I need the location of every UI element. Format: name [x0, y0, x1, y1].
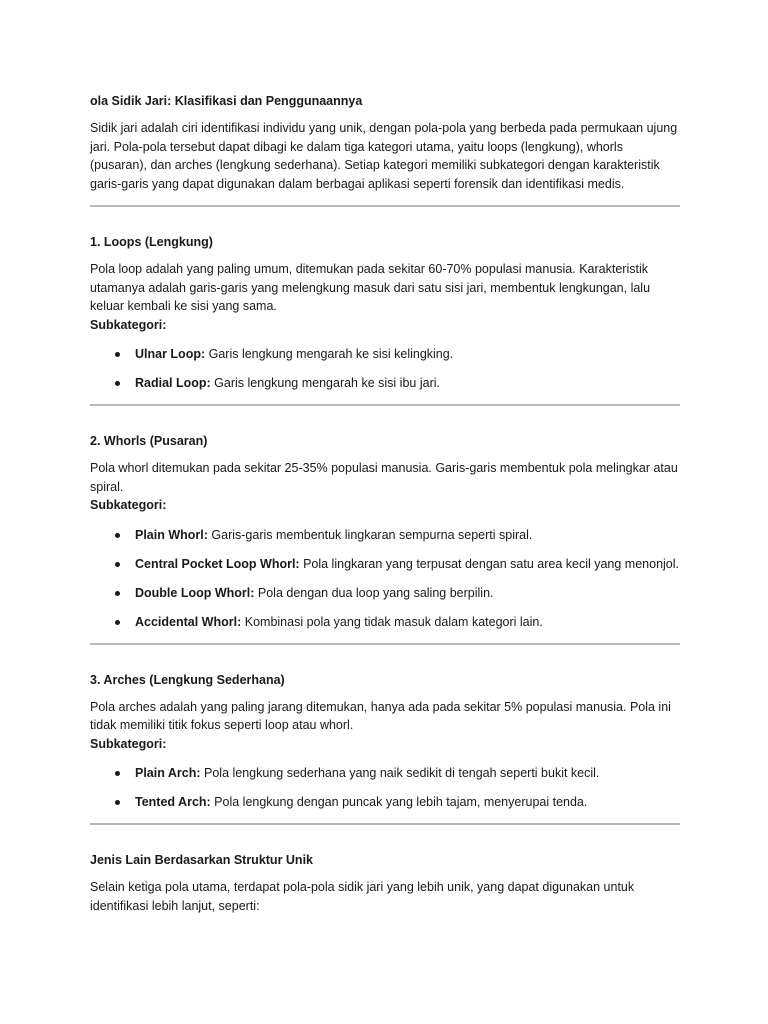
whorls-subcategory-list — [90, 526, 680, 631]
section-loops — [90, 233, 680, 406]
section-whorls — [90, 432, 680, 645]
loops-subcategory-label: Subkategori: — [90, 317, 167, 332]
list-item — [90, 584, 680, 602]
subcategory-description: Garis-garis membentuk lingkaran sempurna seperti spiral. — [207, 527, 533, 542]
subcategory-term: Plain Whorl: — [135, 527, 208, 542]
subcategory-description: Kombinasi pola yang tidak masuk dalam kategori lain. — [241, 614, 543, 629]
whorls-description: Pola whorl ditemukan pada sekitar 25-35% populasi manusia. Garis-garis membentuk pola melingkar atau spiral. — [90, 461, 678, 494]
arches-subcategory-label: Subkategori: — [90, 736, 167, 751]
subcategory-description: Pola lengkung dengan puncak yang lebih tajam, menyerupai tenda. — [210, 795, 588, 809]
list-item — [90, 374, 680, 392]
section-divider — [90, 404, 680, 406]
bullet-icon — [115, 800, 120, 805]
subcategory-description: Garis lengkung mengarah ke sisi ibu jari. — [210, 376, 440, 390]
whorls-subcategory-label: Subkategori: — [90, 498, 167, 512]
bullet-icon — [115, 562, 120, 567]
bullet-icon — [115, 591, 120, 596]
other-description: Selain ketiga pola utama, terdapat pola-pola sidik jari yang lebih unik, yang dapat digunakan untuk identifikasi lebih lanjut, seperti: — [90, 880, 635, 913]
section-heading-other: Jenis Lain Berdasarkan Struktur Unik — [90, 853, 313, 867]
section-divider — [90, 823, 680, 825]
section-heading-whorls: 2. Whorls (Pusaran) — [90, 434, 208, 448]
bullet-icon — [115, 381, 120, 386]
list-item — [90, 555, 680, 573]
section-heading-arches: 3. Arches (Lengkung Sederhana) — [90, 672, 285, 687]
document-body — [90, 92, 680, 915]
loops-subcategory-list — [90, 345, 680, 392]
loops-description: Pola loop adalah yang paling umum, ditemukan pada sekitar 60-70% populasi manusia. Karakteristik utamanya adalah garis-garis yang melengkung masuk dari satu sisi jari, membentuk lengkungan, lalu keluar kembali ke sisi yang sama. — [90, 262, 651, 313]
list-item — [90, 793, 680, 811]
subcategory-description: Garis lengkung mengarah ke sisi kelingking. — [205, 347, 454, 361]
arches-subcategory-list — [90, 764, 680, 811]
list-item — [90, 526, 680, 544]
bullet-icon — [115, 352, 120, 357]
arches-description: Pola arches adalah yang paling jarang ditemukan, hanya ada pada sekitar 5% populasi manusia. Pola ini tidak memiliki titik fokus seperti loop atau whorl. — [90, 699, 671, 732]
section-divider — [90, 205, 680, 207]
subcategory-description: Pola lingkaran yang terpusat dengan satu area kecil yang menonjol. — [299, 556, 680, 571]
section-divider — [90, 643, 680, 645]
list-item — [90, 764, 680, 782]
section-heading-loops: 1. Loops (Lengkung) — [90, 235, 213, 249]
subcategory-description: Pola dengan dua loop yang saling berpilin. — [254, 585, 494, 600]
subcategory-term: Tented Arch: — [135, 795, 211, 809]
section-arches — [90, 671, 680, 826]
bullet-icon — [115, 620, 120, 625]
subcategory-term: Radial Loop: — [135, 376, 211, 390]
intro-paragraph: Sidik jari adalah ciri identifikasi individu yang unik, dengan pola-pola yang berbeda pada permukaan ujung jari. Pola-pola tersebut dapat dibagi ke dalam tiga kategori utama, yaitu loops (lengkung), whorls (pusaran), dan arches (lengkung sederhana). Setiap kategori memiliki subkategori dengan karakteristik garis-garis yang dapat digunakan dalam berbagai aplikasi seperti forensik dan identifikasi medis. — [90, 121, 678, 191]
subcategory-term: Central Pocket Loop Whorl: — [135, 556, 300, 571]
subcategory-term: Accidental Whorl: — [135, 614, 242, 629]
bullet-icon — [115, 771, 120, 776]
subcategory-term: Double Loop Whorl: — [135, 585, 255, 600]
subcategory-term: Ulnar Loop: — [135, 347, 206, 361]
subcategory-term: Plain Arch: — [135, 766, 201, 780]
list-item — [90, 613, 680, 631]
list-item — [90, 345, 680, 363]
subcategory-description: Pola lengkung sederhana yang naik sedikit di tengah seperti bukit kecil. — [200, 766, 600, 780]
document-title: ola Sidik Jari: Klasifikasi dan Penggunaannya — [90, 94, 363, 108]
bullet-icon — [115, 533, 120, 538]
section-other-types — [90, 851, 680, 915]
